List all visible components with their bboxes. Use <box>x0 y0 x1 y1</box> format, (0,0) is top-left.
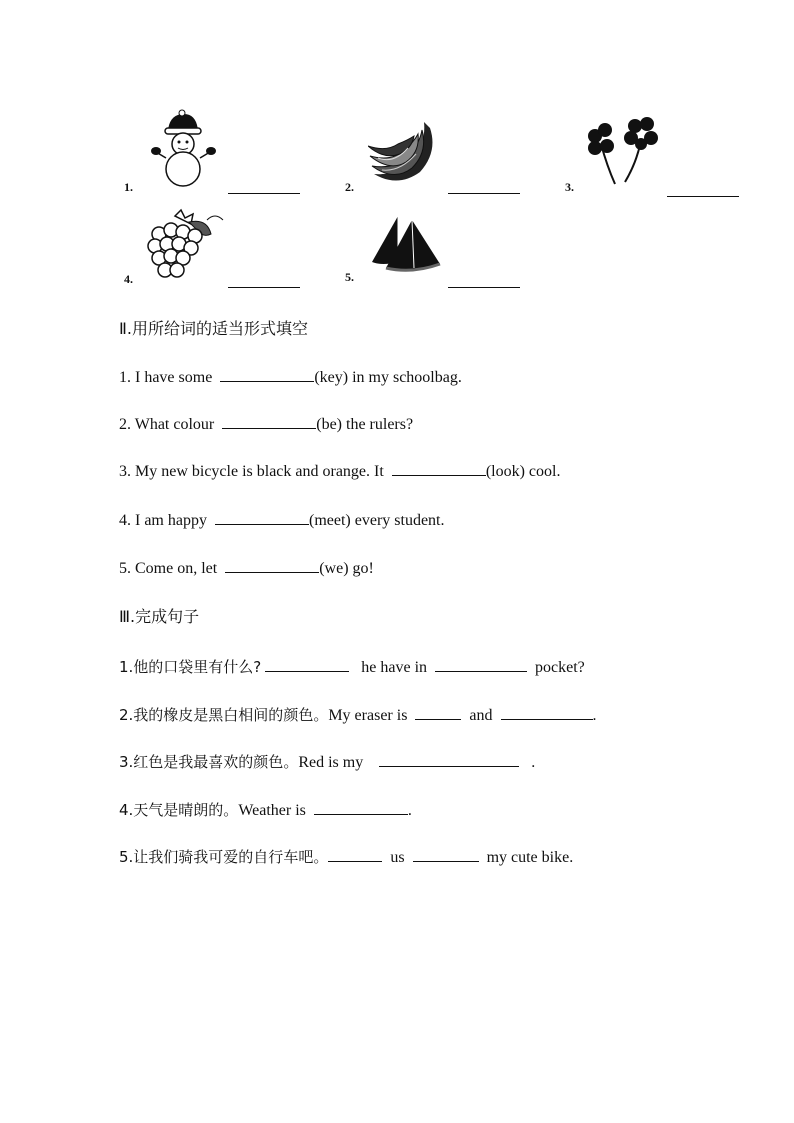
word-hint: (key) <box>314 369 349 386</box>
answer-blank[interactable] <box>215 510 309 525</box>
chinese-prompt: 3.红色是我最喜欢的颜色。 <box>119 753 299 771</box>
answer-blank[interactable] <box>435 657 527 672</box>
word-hint: (we) <box>319 560 349 577</box>
answer-blank[interactable] <box>228 287 300 288</box>
answer-blank[interactable] <box>220 367 314 382</box>
clovers-icon <box>585 110 665 192</box>
fill-in-sentence <box>119 367 462 387</box>
translation-sentence <box>119 751 535 772</box>
sentence-text: 1. I have some <box>119 369 217 386</box>
sentence-text: my cute bike. <box>482 849 574 866</box>
sentence-text: My eraser is <box>328 707 412 724</box>
answer-blank[interactable] <box>314 800 408 815</box>
answer-blank[interactable] <box>328 847 382 862</box>
fill-in-sentence <box>119 558 374 578</box>
answer-blank[interactable] <box>667 196 739 197</box>
chinese-prompt: 5.让我们骑我可爱的自行车吧。 <box>119 848 329 866</box>
sentence-text: Weather is <box>238 802 310 819</box>
chinese-prompt: 1.他的口袋里有什么? <box>119 658 262 676</box>
item-number: 2. <box>345 180 354 194</box>
answer-blank[interactable] <box>265 657 349 672</box>
fill-in-sentence <box>119 510 444 530</box>
item-number: 4. <box>124 272 133 286</box>
sentence-text: us <box>386 849 409 866</box>
section-heading: Ⅱ.用所给词的适当形式填空 <box>119 319 308 338</box>
snowman-icon <box>148 108 218 190</box>
sentence-text: go! <box>348 560 374 577</box>
answer-blank[interactable] <box>448 193 520 194</box>
sentence-text: 3. My new bicycle is black and orange. It <box>119 463 388 480</box>
answer-blank[interactable] <box>228 193 300 194</box>
sentence-text: in my schoolbag. <box>348 369 462 386</box>
translation-sentence <box>119 799 412 820</box>
sentence-text: . <box>592 707 597 724</box>
answer-blank[interactable] <box>413 847 479 862</box>
translation-sentence <box>119 656 585 677</box>
bananas-icon <box>368 118 442 186</box>
word-hint: (look) <box>485 463 525 480</box>
item-number: 3. <box>565 180 574 194</box>
sentence-text: he have in <box>357 659 432 676</box>
item-number: 5. <box>345 270 354 284</box>
sentence-text: and <box>465 707 497 724</box>
fill-in-sentence <box>119 461 560 481</box>
grapes-icon <box>145 208 227 284</box>
answer-blank[interactable] <box>448 287 520 288</box>
sentence-text: the rulers? <box>342 416 414 433</box>
answer-blank[interactable] <box>392 461 486 476</box>
sentence-text: . <box>407 802 412 819</box>
answer-blank[interactable] <box>501 705 593 720</box>
sentence-text: cool. <box>524 463 561 480</box>
watermelon-icon <box>368 212 442 272</box>
translation-sentence <box>119 704 597 725</box>
item-number: 1. <box>124 180 133 194</box>
sentence-text: pocket? <box>531 659 585 676</box>
section-heading: Ⅲ.完成句子 <box>119 607 200 626</box>
sentence-text: every student. <box>350 512 445 529</box>
answer-blank[interactable] <box>379 752 519 767</box>
sentence-text: 4. I am happy <box>119 512 211 529</box>
sentence-text: 2. What colour <box>119 416 219 433</box>
chinese-prompt: 4.天气是晴朗的。 <box>119 801 239 819</box>
answer-blank[interactable] <box>415 705 461 720</box>
answer-blank[interactable] <box>222 414 316 429</box>
fill-in-sentence <box>119 414 413 434</box>
sentence-text: 5. Come on, let <box>119 560 222 577</box>
word-hint: (meet) <box>308 512 351 529</box>
sentence-text: Red is my <box>298 754 368 771</box>
translation-sentence <box>119 846 573 867</box>
sentence-text: . <box>527 754 536 771</box>
chinese-prompt: 2.我的橡皮是黑白相间的颜色。 <box>119 706 329 724</box>
word-hint: (be) <box>316 416 342 433</box>
answer-blank[interactable] <box>225 558 319 573</box>
